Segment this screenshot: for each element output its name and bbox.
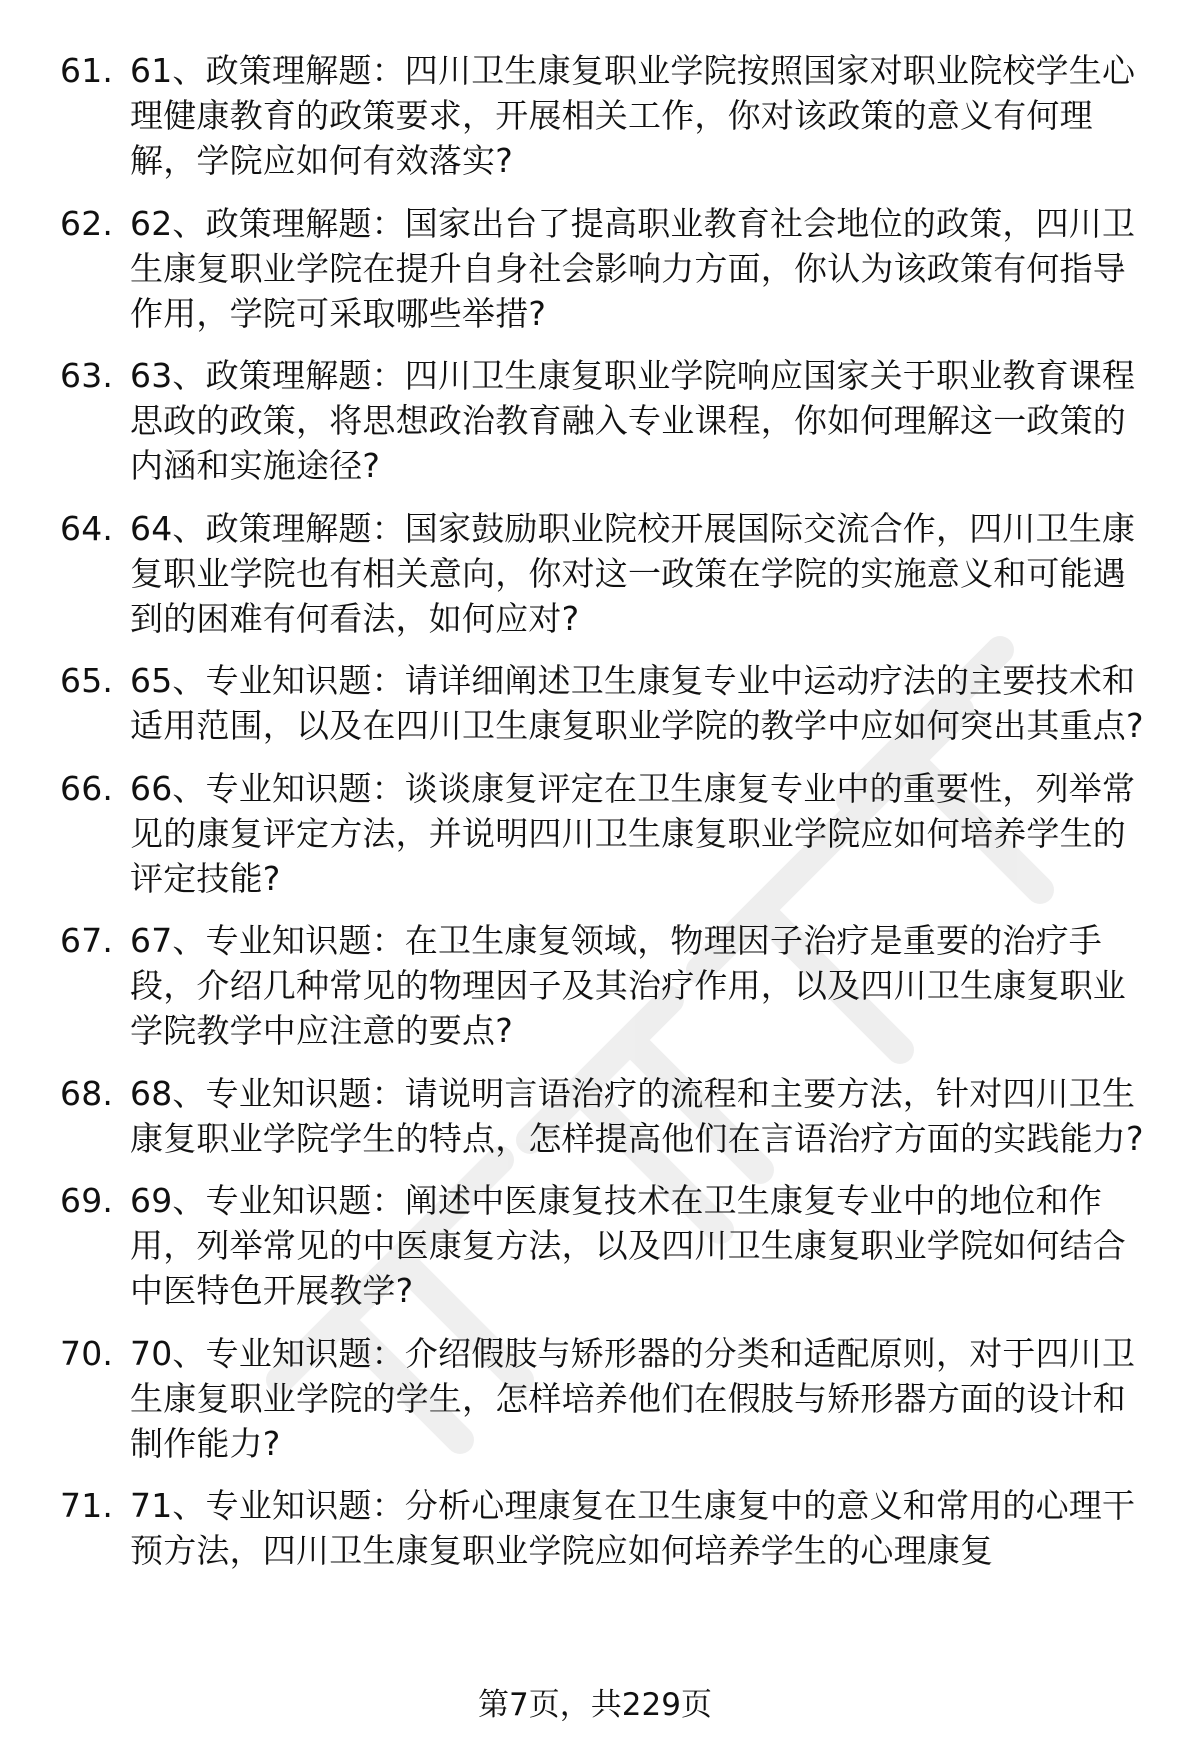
question-number: 69. (60, 1181, 114, 1220)
question-item (60, 353, 1150, 488)
question-number: 63. (60, 356, 114, 395)
question-text: 69、专业知识题：阐述中医康复技术在卫生康复专业中的地位和作用，列举常见的中医康复方法，以及四川卫生康复职业学院如何结合中医特色开展教学? (130, 1181, 1126, 1310)
question-item (60, 201, 1150, 336)
question-text: 68、专业知识题：请说明言语治疗的流程和主要方法，针对四川卫生康复职业学院学生的特点，怎样提高他们在言语治疗方面的实践能力? (130, 1073, 1144, 1158)
question-item (60, 1331, 1150, 1466)
question-number: 62. (60, 203, 114, 243)
page-footer: 第7页，共229页 (478, 1687, 712, 1723)
question-text: 62、政策理解题：国家出台了提高职业教育社会地位的政策，四川卫生康复职业学院在提升自身社会影响力方面，你认为该政策有何指导作用，学院可采取哪些举措? (130, 203, 1136, 333)
question-list (60, 48, 1150, 1591)
question-number: 67. (60, 921, 114, 960)
question-text: 71、专业知识题：分析心理康复在卫生康复中的意义和常用的心理干预方法，四川卫生康复职业学院应如何培养学生的心理康复 (130, 1486, 1136, 1570)
question-text: 61、政策理解题：四川卫生康复职业学院按照国家对职业院校学生心理健康教育的政策要求，开展相关工作，你对该政策的意义有何理解，学院应如何有效落实? (130, 51, 1136, 180)
question-number: 66. (60, 768, 114, 808)
question-text: 66、专业知识题：谈谈康复评定在卫生康复专业中的重要性，列举常见的康复评定方法，并说明四川卫生康复职业学院应如何培养学生的评定技能? (130, 768, 1136, 898)
question-text: 65、专业知识题：请详细阐述卫生康复专业中运动疗法的主要技术和适用范围，以及在四川卫生康复职业学院的教学中应如何突出其重点? (130, 661, 1144, 745)
question-text: 63、政策理解题：四川卫生康复职业学院响应国家关于职业教育课程思政的政策，将思想政治教育融入专业课程，你如何理解这一政策的内涵和实施途径? (130, 356, 1136, 485)
question-item (60, 918, 1150, 1053)
question-text: 64、政策理解题：国家鼓励职业院校开展国际交流合作，四川卫生康复职业学院也有相关意向，你对这一政策在学院的实施意义和可能遇到的困难有何看法，如何应对? (130, 508, 1136, 638)
question-item (60, 766, 1150, 901)
question-item (60, 1483, 1150, 1573)
question-text: 70、专业知识题：介绍假肢与矫形器的分类和适配原则，对于四川卫生康复职业学院的学生，怎样培养他们在假肢与矫形器方面的设计和制作能力? (130, 1333, 1136, 1463)
question-number: 71. (60, 1486, 114, 1525)
question-item (60, 506, 1150, 641)
question-number: 70. (60, 1333, 114, 1373)
question-item (60, 1071, 1150, 1161)
question-number: 61. (60, 51, 114, 90)
question-item (60, 658, 1150, 748)
question-item (60, 1178, 1150, 1313)
question-text: 67、专业知识题：在卫生康复领域，物理因子治疗是重要的治疗手段，介绍几种常见的物理因子及其治疗作用，以及四川卫生康复职业学院教学中应注意的要点? (130, 921, 1126, 1050)
question-number: 64. (60, 508, 114, 548)
question-number: 65. (60, 661, 114, 700)
question-number: 68. (60, 1073, 114, 1113)
question-item (60, 48, 1150, 183)
